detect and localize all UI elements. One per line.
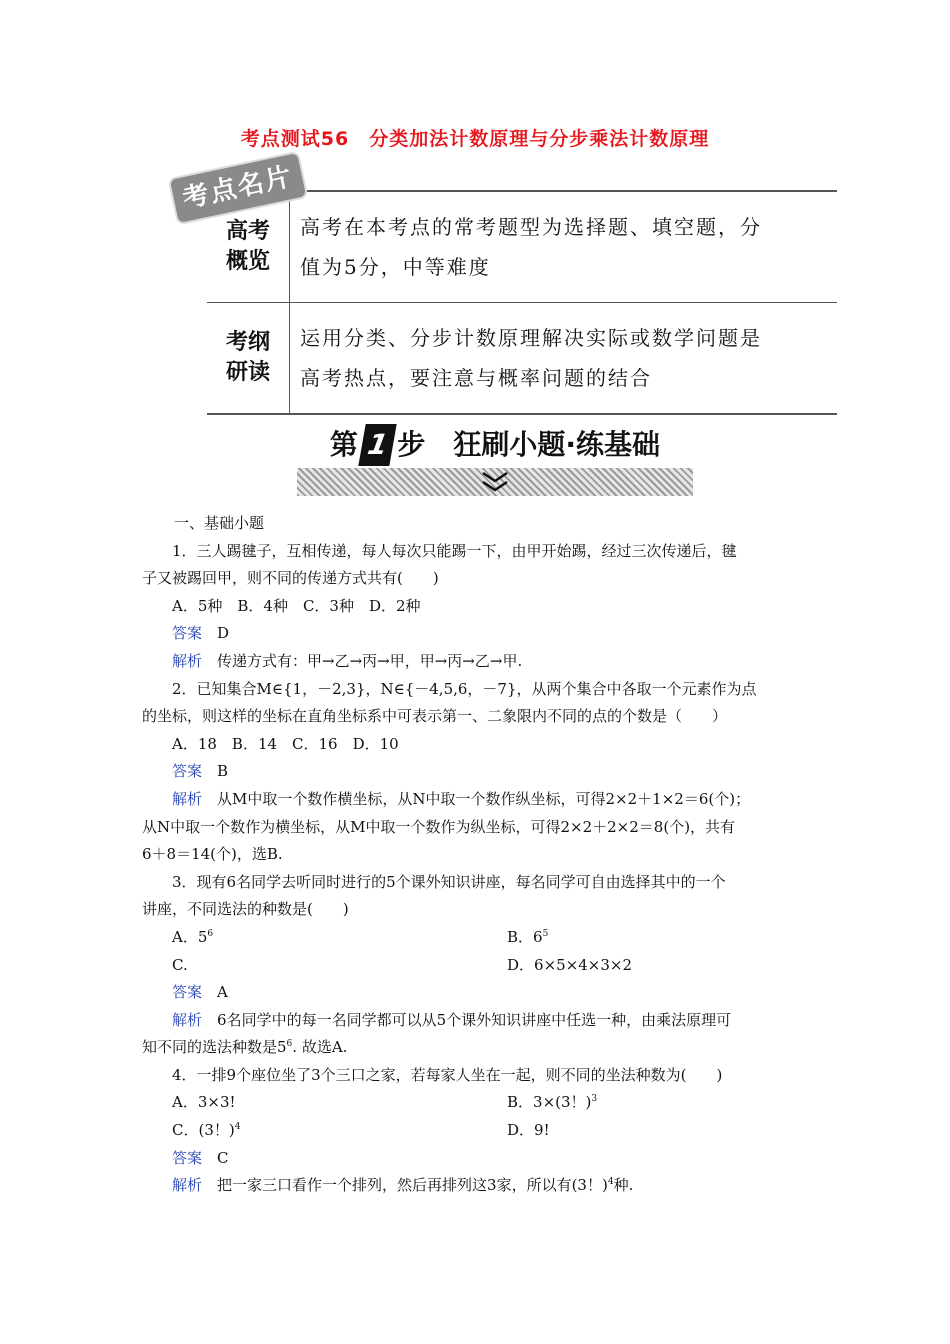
analysis-text: 把一家三口看作一个排列，然后再排列这3家，所以有(3！) (217, 1176, 608, 1195)
banner-title (297, 424, 693, 466)
row-label-line: 高考 (225, 219, 270, 244)
analysis-label: 解析 (172, 789, 203, 808)
row-text-line: 高考热点，要注意与概率问题的结合 (300, 366, 652, 390)
banner-step-number: 1 (358, 424, 397, 466)
analysis-exponent: 6 (286, 1039, 293, 1050)
analysis-text: 传递方式有：甲→乙→丙→甲，甲→丙→乙→甲. (217, 651, 523, 670)
question-1-options: A．5种 B．4种 C．3种 D．2种 (172, 596, 421, 615)
row-text-line: 值为5分，中等难度 (300, 255, 491, 279)
question-3-answer (142, 979, 812, 1007)
question-1-line: 1．三人踢毽子，互相传递，每人每次只能踢一下，由甲开始踢，经过三次传递后，毽 (172, 541, 737, 560)
question-4-analysis (142, 1172, 812, 1200)
question-2-analysis-line: 6＋8＝14(个)，选B. (142, 845, 283, 864)
option-text: C．(3！) (172, 1121, 235, 1140)
answer-label: 答案 (172, 983, 203, 1002)
summary-row-syllabus (207, 303, 837, 415)
option-exponent: 5 (542, 928, 549, 939)
question-3-options-row (142, 952, 812, 980)
option-exponent: 3 (591, 1094, 598, 1105)
question-4-options-row (142, 1089, 812, 1117)
question-2-line: 的坐标，则这样的坐标在直角坐标系中可表示第一、二象限内不同的点的个数是（ ） (142, 707, 728, 726)
row-text (290, 303, 838, 415)
analysis-label: 解析 (172, 1176, 203, 1195)
row-text (290, 191, 838, 303)
answer-value: A (217, 983, 228, 1002)
answer-label: 答案 (172, 624, 203, 643)
option-text: B．6 (507, 927, 543, 946)
question-2-analysis (142, 786, 812, 814)
double-chevron-down-icon (475, 468, 515, 496)
row-text-line: 高考在本考点的常考题型为选择题、填空题，分 (300, 215, 762, 239)
option-a (172, 924, 507, 952)
question-1-line: 子又被踢回甲，则不同的传递方式共有( ) (142, 569, 439, 588)
option-c: C. (172, 955, 188, 974)
analysis-label: 解析 (172, 651, 203, 670)
question-3-analysis-line (142, 1034, 812, 1062)
answer-label: 答案 (172, 1148, 203, 1167)
question-2-options: A．18 B．14 C．16 D．10 (172, 734, 399, 753)
option-b (507, 1089, 597, 1117)
banner-prefix: 第 (329, 428, 358, 461)
analysis-text: 从M中取一个数作横坐标，从N中取一个数作纵坐标，可得2×2＋1×2＝6(个)； (217, 789, 751, 808)
section-heading: 一、基础小题 (174, 514, 265, 532)
analysis-label: 解析 (172, 1010, 203, 1029)
summary-table (207, 190, 837, 415)
answer-value: C (217, 1148, 229, 1167)
page-title: 考点测试56 分类加法计数原理与分步乘法计数原理 (240, 128, 710, 150)
analysis-text: 知不同的选法种数是5 (142, 1038, 287, 1057)
question-1-analysis (142, 648, 812, 676)
step-banner (297, 424, 693, 500)
question-2-line: 2．已知集合M∈{1，－2,3}，N∈{－4,5,6，－7}，从两个集合中各取一个元素作为点 (172, 679, 757, 698)
answer-label: 答案 (172, 762, 203, 781)
question-4-line: 4．一排9个座位坐了3个三口之家，若每家人坐在一起，则不同的坐法种数为( ) (172, 1065, 723, 1084)
question-list (142, 510, 812, 1200)
row-label-line: 研读 (225, 360, 270, 385)
analysis-text: 6名同学中的每一名同学都可以从5个课外知识讲座中任选一种，由乘法原理可 (217, 1010, 732, 1029)
option-text: A．5 (172, 927, 208, 946)
card-badge: 考点名片 (170, 153, 306, 223)
option-text: B．3×(3！) (507, 1093, 592, 1112)
option-b (507, 924, 548, 952)
banner-suffix: 步 狂刷小题·练基础 (397, 428, 661, 461)
row-label-line: 概览 (225, 249, 270, 274)
answer-value: B (217, 762, 229, 781)
question-2-answer (142, 758, 812, 786)
analysis-text: 种. (613, 1176, 634, 1195)
option-exponent: 4 (234, 1122, 241, 1133)
summary-row-overview (207, 191, 837, 303)
question-4-options-row (142, 1117, 812, 1145)
question-3-analysis (142, 1007, 812, 1035)
question-3-options-row (142, 924, 812, 952)
option-c (172, 1117, 507, 1145)
analysis-text: . 故选A. (292, 1038, 348, 1057)
question-1-answer (142, 620, 812, 648)
question-4-answer (142, 1145, 812, 1173)
row-label-line: 考纲 (225, 330, 270, 355)
answer-value: D (217, 624, 230, 643)
question-2-analysis-line: 从N中取一个数作为横坐标，从M中取一个数作为纵坐标，可得2×2＋2×2＝8(个)，共有 (142, 817, 736, 836)
option-a: A．3×3! (172, 1093, 236, 1112)
question-3-line: 3．现有6名同学去听同时进行的5个课外知识讲座，每名同学可自由选择其中的一个 (172, 872, 726, 891)
option-d: D．9! (507, 1121, 550, 1140)
row-label (207, 303, 290, 415)
question-3-line: 讲座，不同选法的种数是( ) (142, 900, 349, 919)
option-d: D．6×5×4×3×2 (507, 955, 633, 974)
option-exponent: 6 (207, 928, 214, 939)
exam-summary-card (180, 161, 839, 410)
analysis-exponent: 4 (607, 1177, 614, 1188)
row-text-line: 运用分类、分步计数原理解决实际或数学问题是 (300, 326, 762, 350)
